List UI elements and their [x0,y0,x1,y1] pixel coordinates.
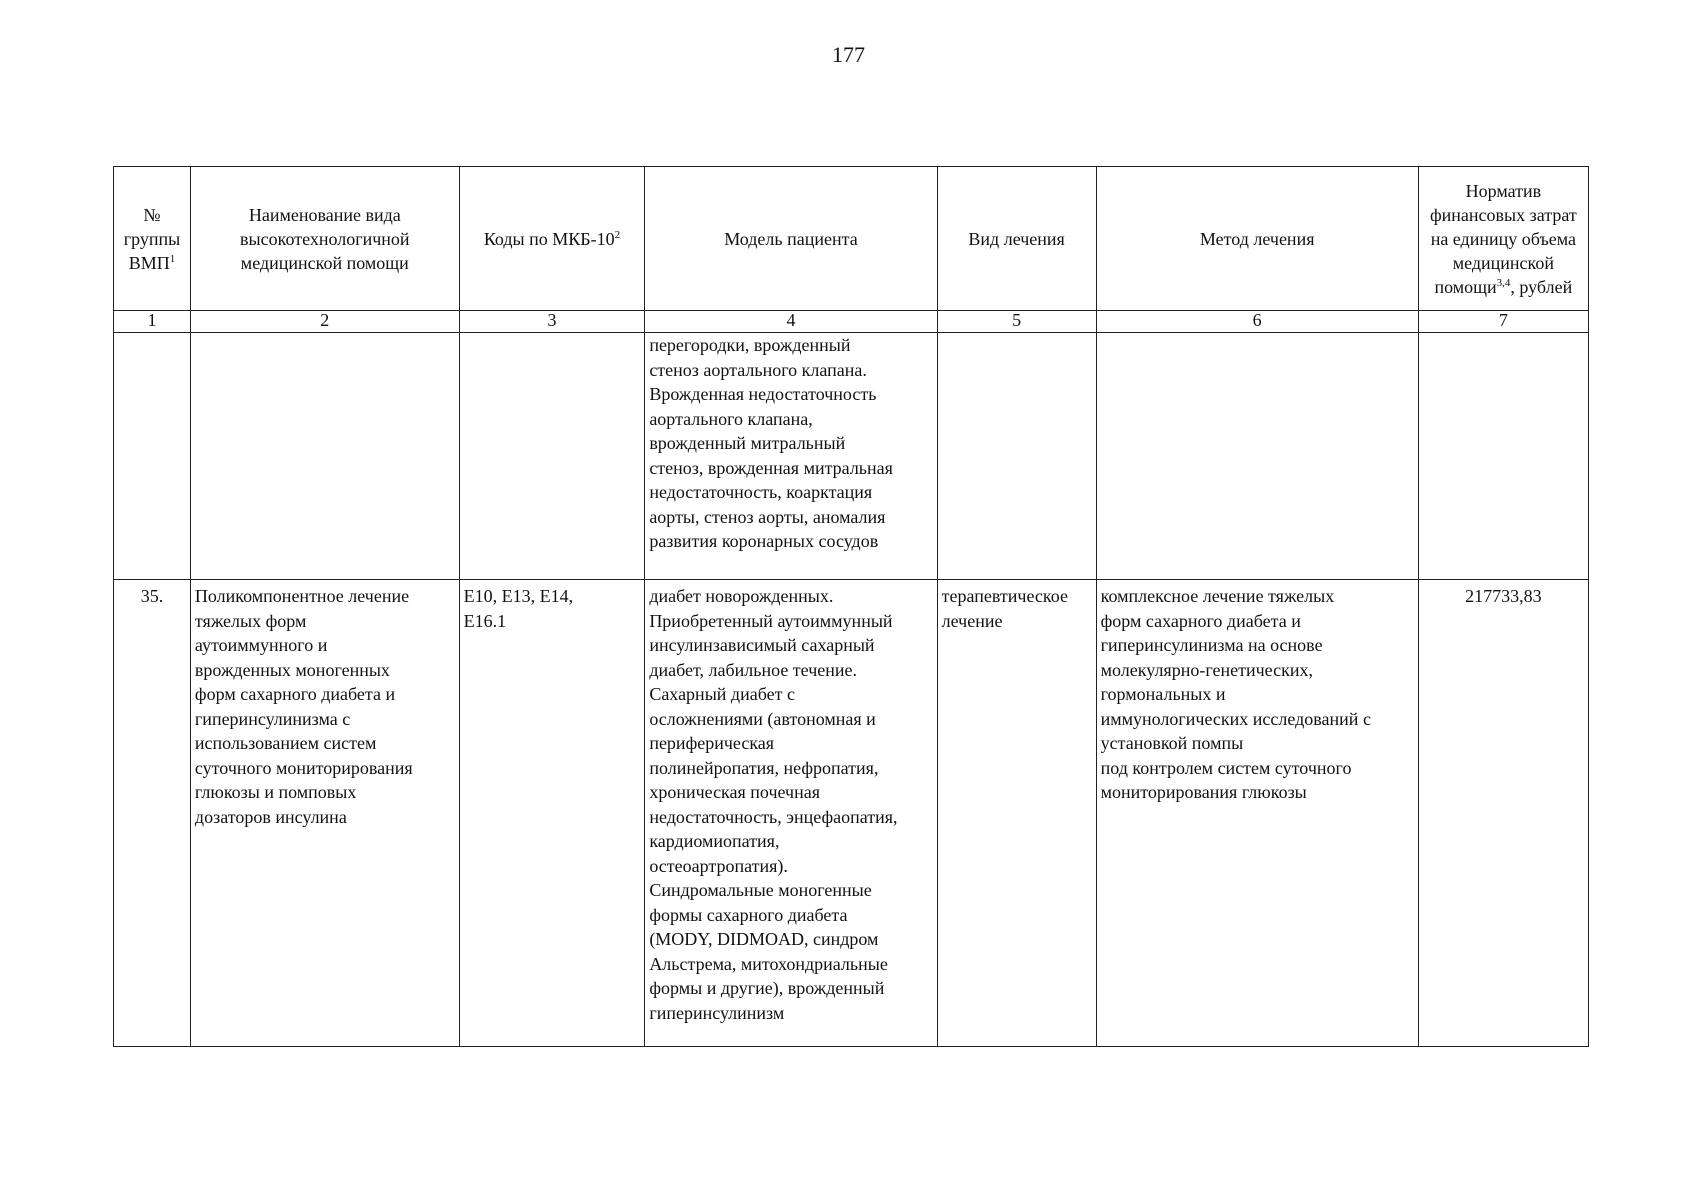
column-number: 6 [1096,311,1418,333]
cell-patient-model: перегородки, врожденный стеноз аортального клапана. Врожденная недостаточность аортального клапана, врожденный митральный стеноз, врожденная митральная недостаточность, коарктация аорты, стеноз аорты, аномалия развития коронарных сосудов [645,333,937,580]
header-care-type-name: Наименование вида высокотехнологичной медицинской помощи [190,167,459,311]
column-number: 3 [459,311,645,333]
cell-method: комплексное лечение тяжелых форм сахарного диабета и гиперинсулинизма на основе молекулярно-генетических, гормональных и иммунологических исследований с установкой помпы под контролем систем суточного мониторирования глюкозы [1096,580,1418,1047]
cell-patient-model: диабет новорожденных. Приобретенный аутоиммунный инсулинзависимый сахарный диабет, лабильное течение. Сахарный диабет с осложнениями (автономная и периферическая полинейропатия, нефропатия, хроническая почечная недостаточность, энцефаопатия, кардиомиопатия, остеоартропатия). Синдромальные моногенные формы сахарного диабета (MODY, DIDMOAD, синдром Альстрема, митохондриальные формы и другие), врожденный гиперинсулинизм [645,580,937,1047]
header-treatment-method: Метод лечения [1096,167,1418,311]
table-header [114,167,1589,311]
cell-codes: E10, E13, E14, E16.1 [459,580,645,1047]
page-number: 177 [832,42,865,67]
cell-group [114,333,191,580]
vmp-table [113,166,1589,1047]
cell-cost [1418,333,1588,580]
column-number: 1 [114,311,191,333]
column-number: 7 [1418,311,1588,333]
header-cost-standard: Норматив финансовых затрат на единицу объема медицинской помощи$^{3,4}$, рублей [1418,167,1588,311]
cell-group: 35. [114,580,191,1047]
header-group-number: № группы ВМП$^1$ [114,167,191,311]
column-number: 4 [645,311,937,333]
column-number: 2 [190,311,459,333]
column-number: 5 [937,311,1096,333]
cell-name [190,333,459,580]
cell-name: Поликомпонентное лечение тяжелых форм аутоиммунного и врожденных моногенных форм сахарного диабета и гиперинсулинизма с использованием систем суточного мониторирования глюкозы и помповых дозаторов инсулина [190,580,459,1047]
table-row-continuation [114,333,1589,580]
header-patient-model: Модель пациента [645,167,937,311]
header-treatment-type: Вид лечения [937,167,1096,311]
cell-codes [459,333,645,580]
header-icd-codes: Коды по МКБ-$10^2$ [459,167,645,311]
table-row-35 [114,580,1589,1047]
column-number-row [114,311,1589,333]
cell-treatment-type: терапевтическое лечение [937,580,1096,1047]
cell-cost: 217733,83 [1418,580,1588,1047]
cell-method [1096,333,1418,580]
cell-treatment-type [937,333,1096,580]
